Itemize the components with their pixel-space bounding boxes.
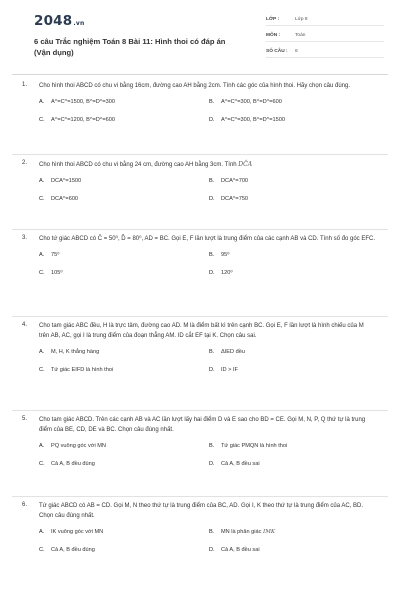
- option-text: PQ vuông góc với MN: [51, 442, 106, 449]
- option-letter: D.: [209, 546, 215, 553]
- option-letter: A.: [39, 348, 45, 355]
- answer-option[interactable]: [39, 441, 209, 450]
- option-letter: B.: [209, 99, 215, 106]
- answer-option[interactable]: [209, 251, 379, 260]
- option-letter: A.: [39, 252, 45, 259]
- math-expression: DĈA: [238, 161, 253, 168]
- answer-options: [39, 177, 378, 204]
- option-letter: C.: [39, 460, 45, 467]
- answer-option[interactable]: [209, 365, 379, 374]
- header-divider: [12, 74, 388, 75]
- answer-option[interactable]: [209, 441, 379, 450]
- question-5: [22, 416, 378, 468]
- option-text: IK vuông góc với MN: [51, 528, 104, 535]
- option-letter: A.: [39, 99, 45, 106]
- option-letter: B.: [209, 442, 215, 449]
- answer-option[interactable]: [209, 177, 379, 186]
- option-letter: C.: [39, 117, 45, 124]
- meta-info: [266, 14, 384, 62]
- answer-options: [39, 251, 378, 278]
- answer-option[interactable]: [209, 269, 379, 278]
- option-letter: D.: [209, 366, 215, 373]
- option-text: A^=C^=1500, B^=D^=300: [51, 99, 115, 106]
- question-divider: [12, 496, 388, 497]
- site-logo[interactable]: 2048.vn: [34, 13, 85, 29]
- option-text: Cả A, B đều đúng: [51, 546, 95, 553]
- answer-option[interactable]: [39, 365, 209, 374]
- question-number: 2.: [22, 160, 28, 166]
- option-text: Tứ giác PMQN là hình thoi: [221, 442, 288, 449]
- option-letter: B.: [209, 348, 215, 355]
- answer-option[interactable]: [209, 347, 379, 356]
- question-divider: [12, 410, 388, 411]
- question-divider: [12, 229, 388, 230]
- option-text: ΔIED đều: [221, 348, 245, 355]
- option-text: 75⁰: [51, 252, 60, 259]
- answer-option[interactable]: [39, 527, 209, 536]
- question-number: 3.: [22, 235, 28, 241]
- option-letter: A.: [39, 178, 45, 185]
- option-text: 95⁰: [221, 252, 230, 259]
- question-4: [22, 322, 378, 374]
- option-letter: C.: [39, 546, 45, 553]
- math-expression: IMK: [262, 528, 276, 535]
- answer-option[interactable]: [39, 347, 209, 356]
- option-text: DCA^=700: [221, 178, 249, 185]
- answer-option[interactable]: [209, 459, 379, 468]
- question-text: Cho tứ giác ABCD có Ĉ = 50⁰, D̂ = 80⁰, AD = BC. Gọi E, F lần lượt là trung điểm của các cạnh AB và CD. Tính số đo góc EFC.: [39, 236, 375, 242]
- option-text: MN là phân giác IMK: [221, 528, 276, 535]
- option-text: DCA^=1500: [51, 178, 82, 185]
- answer-option[interactable]: [39, 251, 209, 260]
- question-number: 5.: [22, 416, 28, 422]
- answer-options: [39, 347, 378, 374]
- answer-options: [39, 441, 378, 468]
- option-text: Cả A, B đều sai: [221, 460, 260, 467]
- option-letter: B.: [209, 528, 215, 535]
- option-text: A^=C^=300, B^=D^=600: [221, 99, 282, 106]
- answer-option[interactable]: [39, 177, 209, 186]
- option-text: DCA^=750: [221, 196, 249, 203]
- answer-option[interactable]: [39, 195, 209, 204]
- option-text: ID > IF: [221, 366, 238, 373]
- header: [12, 0, 388, 76]
- question-1: [22, 82, 378, 125]
- answer-option[interactable]: [209, 195, 379, 204]
- option-letter: D.: [209, 196, 215, 203]
- question-text: Cho hình thoi ABCD có chu vi bằng 24 cm, đường cao AH bằng 3cm. Tính DĈA: [39, 161, 253, 168]
- option-letter: D.: [209, 270, 215, 277]
- page-title: 6 câu Trắc nghiệm Toán 8 Bài 11: Hình thoi có đáp án (Vận dụng): [34, 37, 226, 57]
- answer-option[interactable]: [39, 269, 209, 278]
- question-text: Cho tam giác ABCD. Trên các cạnh AB và AC lần lượt lấy hai điểm D và E sao cho BD = CE. Gọi M, N, P, Q thứ tự là trung điểm của BE, CD, DE và BC. Chọn câu đúng nhất.: [39, 417, 366, 433]
- question-text: Cho tam giác ABC đều, H là trực tâm, đường cao AD. M là điểm bất kì trên cạnh BC. Gọi E, F lần lượt là hình chiếu của M trên AB, AC, gọi I là trung điểm của đoạn thẳng AM. ID cắt EF tại K. Chọn câu sai.: [39, 323, 364, 339]
- option-letter: C.: [39, 196, 45, 203]
- answer-option[interactable]: [39, 116, 209, 125]
- question-divider: [12, 316, 388, 317]
- question-number: 6.: [22, 502, 28, 508]
- answer-option[interactable]: [39, 459, 209, 468]
- answer-option[interactable]: [209, 545, 379, 554]
- meta-row-class: LỚP : Lớp 8: [266, 14, 384, 26]
- question-6: [22, 502, 378, 554]
- option-letter: B.: [209, 178, 215, 185]
- option-text: 120⁰: [221, 270, 233, 277]
- option-letter: C.: [39, 270, 45, 277]
- option-letter: A.: [39, 528, 45, 535]
- answer-option[interactable]: [39, 545, 209, 554]
- question-number: 1.: [22, 82, 28, 88]
- option-text: A^=C^=1200, B^=D^=600: [51, 117, 115, 124]
- option-letter: A.: [39, 442, 45, 449]
- option-text: 105⁰: [51, 270, 63, 277]
- option-text: M, H, K thẳng hàng: [51, 348, 100, 355]
- question-text: Tứ giác ABCD có AB = CD. Gọi M, N theo thứ tự là trung điểm của BC, AD. Gọi I, K theo thứ tự là trung điểm của AC, BD. Chọn câu đúng nhất.: [39, 503, 364, 519]
- question-2: [22, 160, 378, 204]
- question-number: 4.: [22, 322, 28, 328]
- answer-option[interactable]: [209, 527, 379, 536]
- option-letter: B.: [209, 252, 215, 259]
- option-letter: C.: [39, 366, 45, 373]
- option-text: Tứ giác EIFD là hình thoi: [51, 366, 114, 373]
- option-text: DCA^=600: [51, 196, 79, 203]
- meta-row-subject: MÔN : Toán: [266, 30, 384, 42]
- question-3: [22, 235, 378, 278]
- option-text: Cả A, B đều đúng: [51, 460, 95, 467]
- meta-row-count: SỐ CÂU : 6: [266, 46, 384, 58]
- question-text: Cho hình thoi ABCD có chu vi bằng 16cm, đường cao AH bằng 2cm. Tính các góc của hình thoi. Hãy chọn câu đúng.: [39, 83, 351, 89]
- option-text: A^=C^=300, B^=D^=1500: [221, 117, 285, 124]
- answer-options: [39, 98, 378, 125]
- answer-options: [39, 527, 378, 554]
- option-letter: D.: [209, 117, 215, 124]
- answer-option[interactable]: [209, 116, 379, 125]
- option-letter: D.: [209, 460, 215, 467]
- answer-option[interactable]: [39, 98, 209, 107]
- option-text: Cả A, B đều sai: [221, 546, 260, 553]
- answer-option[interactable]: [209, 98, 379, 107]
- question-divider: [12, 154, 388, 155]
